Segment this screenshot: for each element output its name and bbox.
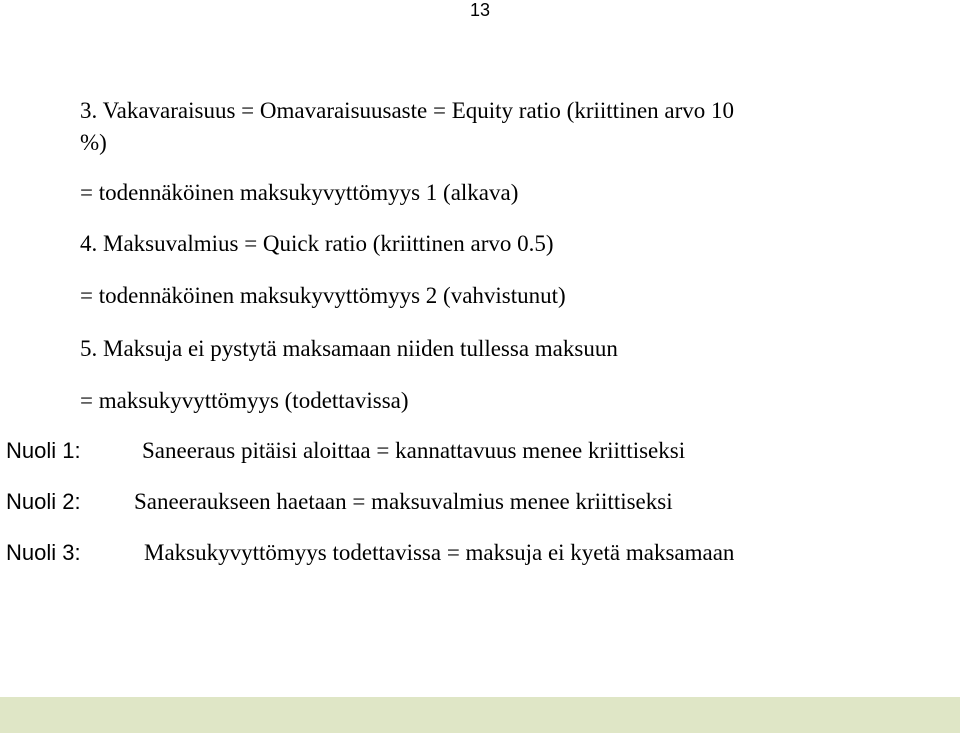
item-5: 5. Maksuja ei pystytä maksamaan niiden tullessa maksuun bbox=[80, 336, 618, 361]
arrow-label-2: Nuoli 2: bbox=[6, 489, 81, 514]
page-number: 13 bbox=[470, 0, 491, 20]
item-3-consequence: = todennäköinen maksukyvyttömyys 1 (alkava) bbox=[80, 180, 519, 205]
arrow-text-3: Maksukyvyttömyys todettavissa = maksuja ei kyetä maksamaan bbox=[144, 540, 735, 565]
item-5-consequence: = maksukyvyttömyys (todettavissa) bbox=[80, 388, 409, 413]
arrow-label-3: Nuoli 3: bbox=[6, 540, 81, 565]
arrow-text-1: Saneeraus pitäisi aloittaa = kannattavuus menee kriittiseksi bbox=[142, 438, 686, 463]
item-3-line-2: %) bbox=[80, 130, 107, 155]
item-4: 4. Maksuvalmius = Quick ratio (kriittinen arvo 0.5) bbox=[80, 231, 554, 256]
arrow-text-2: Saneeraukseen haetaan = maksuvalmius menee kriittiseksi bbox=[134, 489, 673, 514]
item-4-consequence: = todennäköinen maksukyvyttömyys 2 (vahvistunut) bbox=[80, 283, 566, 308]
item-3-line-1: 3. Vakavaraisuus = Omavaraisuusaste = Equity ratio (kriittinen arvo 10 bbox=[80, 98, 735, 123]
arrow-label-1: Nuoli 1: bbox=[6, 438, 81, 463]
footer-band bbox=[0, 697, 960, 733]
